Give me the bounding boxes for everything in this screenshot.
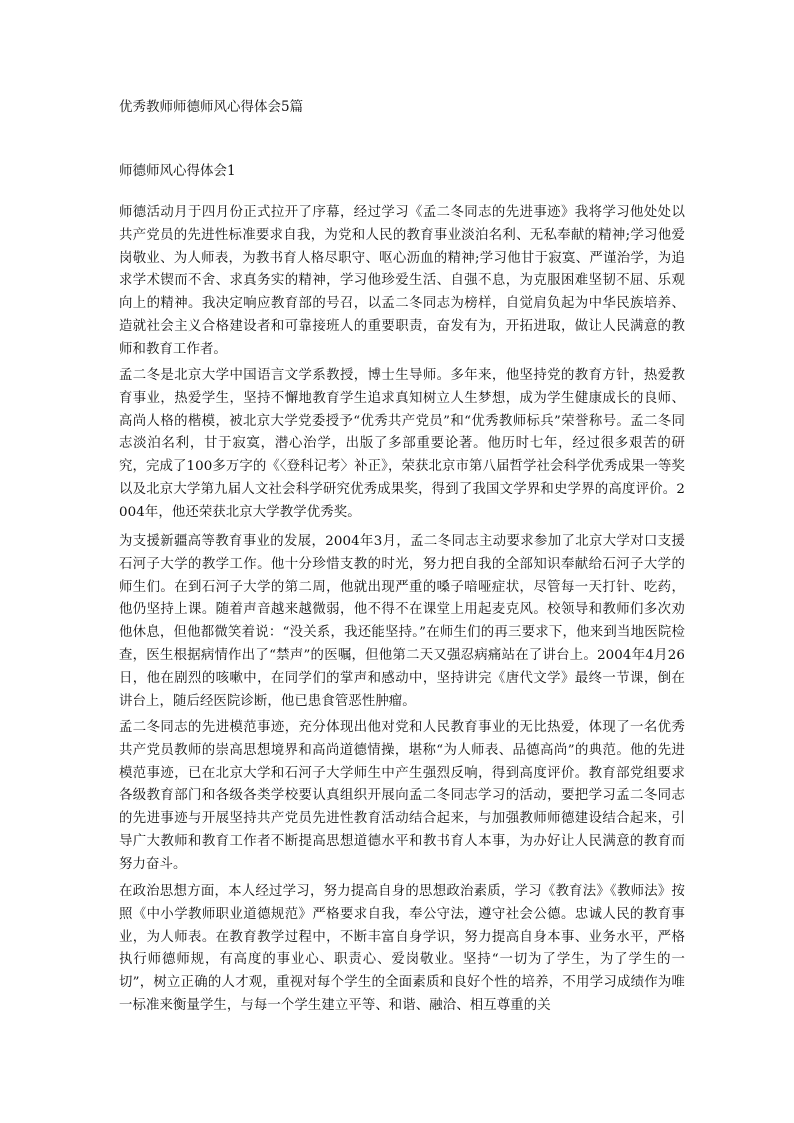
paragraph-1: 师德活动月于四月份正式拉开了序幕，经过学习《孟二冬同志的先进事迹》我将学习他处处以共产党员的先进性标准要求自我，为党和人民的教育事业淡泊名利、无私奉献的精神;学习他爱岗敬业、为人师表，为教书育人格尽职守、呕心沥血的精神;学习他甘于寂寞、严谨治学，为追求学术锲而不舍、求真务实的精神，学习他珍爱生活、自强不息，为克服困难坚韧不屈、乐观向上的精神。我决定响应教育部的号召，以孟二冬同志为榜样，自觉肩负起为中华民族培养、造就社会主义合格建设者和可靠接班人的重要职责，奋发有为，开拓进取，做让人民满意的教师和教育工作者。 — [119, 205, 685, 357]
paragraph-4: 孟二冬同志的先进模范事迹，充分体现出他对党和人民教育事业的无比热爱，体现了一名优秀共产党员教师的崇高思想境界和高尚道德情操，堪称“为人师表、品德高尚”的典范。他的先进模范事迹，已在北京大学和石河子大学师生中产生强烈反响，得到高度评价。教育部党组要求各级教育部门和各级各类学校要认真组织开展向孟二冬同志学习的活动，要把学习孟二冬同志的先进事迹与开展坚持共产党员先进性教育活动结合起来，与加强教师师德建设结合起来，引导广大教师和教育工作者不断提高思想道德水平和教书育人本事，为办好让人民满意的教育而努力奋斗。 — [119, 720, 685, 872]
paragraph-3: 为支援新疆高等教育事业的发展，2004年3月，孟二冬同志主动要求参加了北京大学对口支援石河子大学的教学工作。他十分珍惜支教的时光，努力把自我的全部知识奉献给石河子大学的师生们。在到石河子大学的第二周，他就出现严重的嗓子喑哑症状，尽管每一天打针、吃药，他仍坚持上课。随着声音越来越微弱，他不得不在课堂上用起麦克风。校领导和教师们多次劝他休息，但他都微笑着说：“没关系，我还能坚持。”在师生们的再三要求下，他来到当地医院检查，医生根据病情作出了“禁声”的医嘱，但他第二天又强忍病痛站在了讲台上。2004年4月26日，他在剧烈的咳嗽中，在同学们的掌声和感动中，坚持讲完《唐代文学》最终一节课，倒在讲台上，随后经医院诊断，他已患食管恶性肿瘤。 — [119, 534, 685, 709]
document-title: 优秀教师师德师风心得体会5篇 — [119, 99, 304, 115]
section-title: 师德师风心得体会1 — [119, 163, 236, 179]
paragraph-2: 孟二冬是北京大学中国语言文学系教授，博士生导师。多年来，他坚持党的教育方针，热爱教育事业，热爱学生，坚持不懈地教育学生追求真知树立人生梦想，成为学生健康成长的良师、高尚人格的楷模，被北京大学党委授予“优秀共产党员”和“优秀教师标兵”荣誉称号。孟二冬同志淡泊名利，甘于寂寞，潜心治学，出版了多部重要论著。他历时七年，经过很多艰苦的研究，完成了100多万字的《〈登科记考〉补正》，荣获北京市第八届哲学社会科学优秀成果一等奖以及北京大学第九届人文社会科学研究优秀成果奖，得到了我国文学界和史学界的高度评价。2004年，他还荣获北京大学教学优秀奖。 — [119, 368, 685, 520]
paragraph-5: 在政治思想方面，本人经过学习，努力提高自身的思想政治素质，学习《教育法》《教师法》按照《中小学教师职业道德规范》严格要求自我，奉公守法，遵守社会公德。忠诚人民的教育事业，为人师表。在教育教学过程中，不断丰富自身学识，努力提高自身本事、业务水平，严格执行师德师规，有高度的事业心、职责心、爱岗敬业。坚持“一切为了学生，为了学生的一切”，树立正确的人才观，重视对每个学生的全面素质和良好个性的培养，不用学习成绩作为唯一标准来衡量学生，与每一个学生建立平等、和谐、融洽、相互尊重的关 — [119, 884, 685, 1013]
